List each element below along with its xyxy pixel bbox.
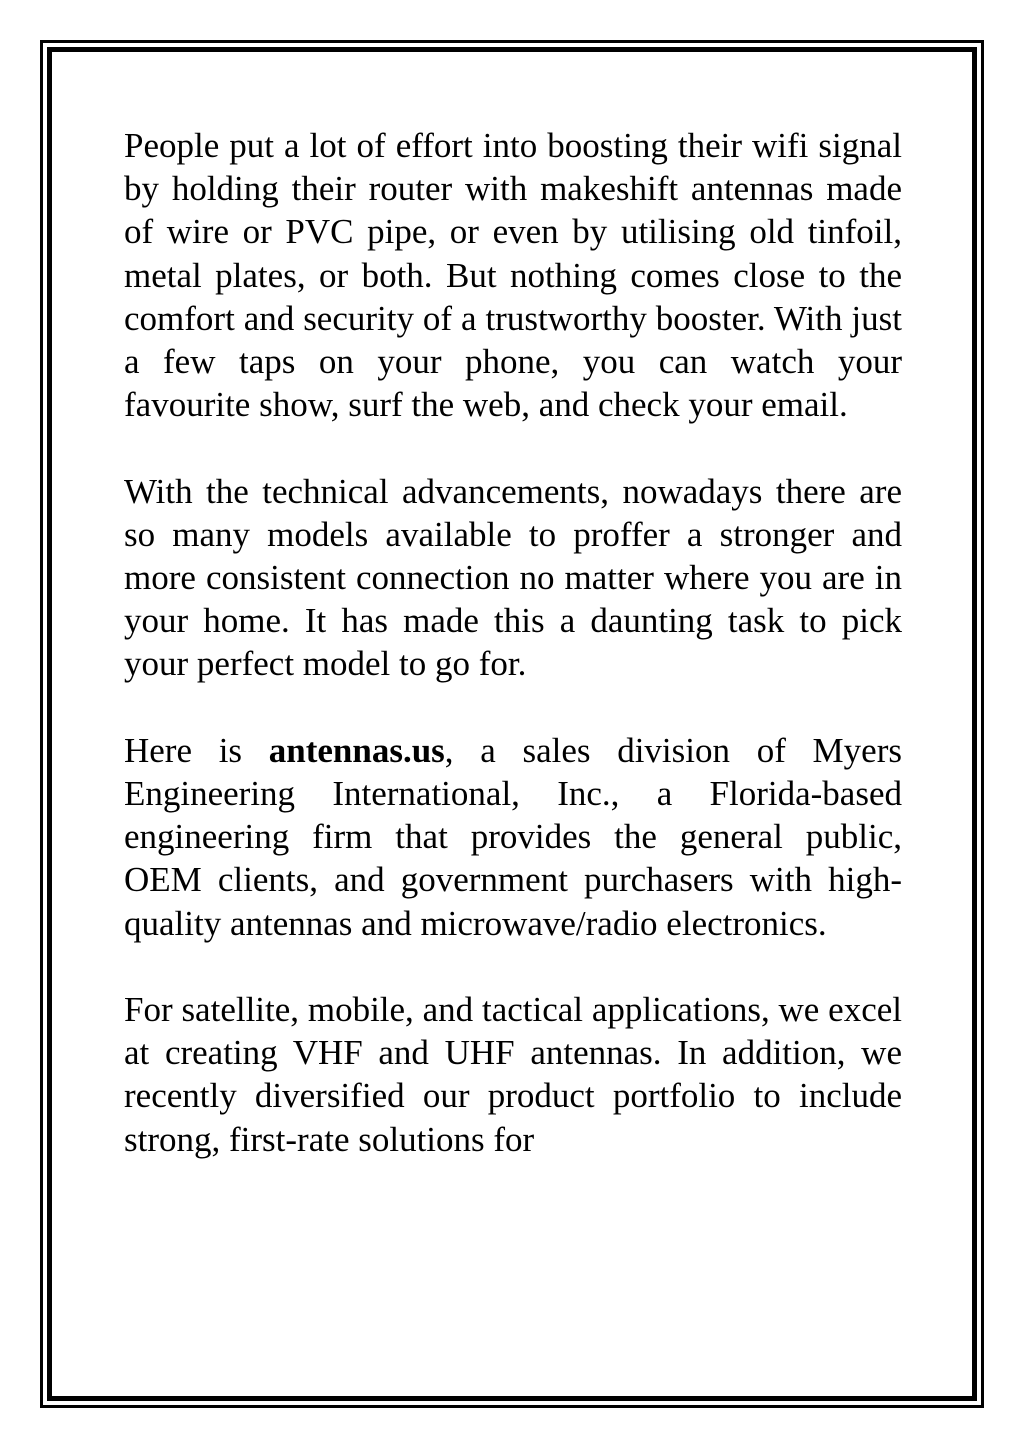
paragraph-3 bbox=[124, 729, 902, 945]
paragraph-3-suffix: , a sales division of Myers Engineering International, Inc., a Florida-based engineering firm that provides the general public, OEM clients, and government purchasers with high-quality antennas and microwave/radio electronics. bbox=[124, 730, 902, 943]
paragraph-3-prefix: Here is bbox=[124, 730, 269, 770]
document-body bbox=[124, 124, 902, 1204]
paragraph-1: People put a lot of effort into boosting their wifi signal by holding their router with makeshift antennas made of wire or PVC pipe, or even by utilising old tinfoil, metal plates, or both. But nothing comes close to the comfort and security of a trustworthy booster. With just a few taps on your phone, you can watch your favourite show, surf the web, and check your email. bbox=[124, 126, 902, 425]
brand-name: antennas.us bbox=[268, 730, 445, 770]
paragraph-4: For satellite, mobile, and tactical applications, we excel at creating VHF and UHF antennas. In addition, we recently diversified our product portfolio to include strong, first-rate solutions for bbox=[124, 990, 902, 1159]
paragraph-2: With the technical advancements, nowadays there are so many models available to proffer a stronger and more consistent connection no matter where you are in your home. It has made this a daunting task to pick your perfect model to go for. bbox=[124, 471, 902, 684]
